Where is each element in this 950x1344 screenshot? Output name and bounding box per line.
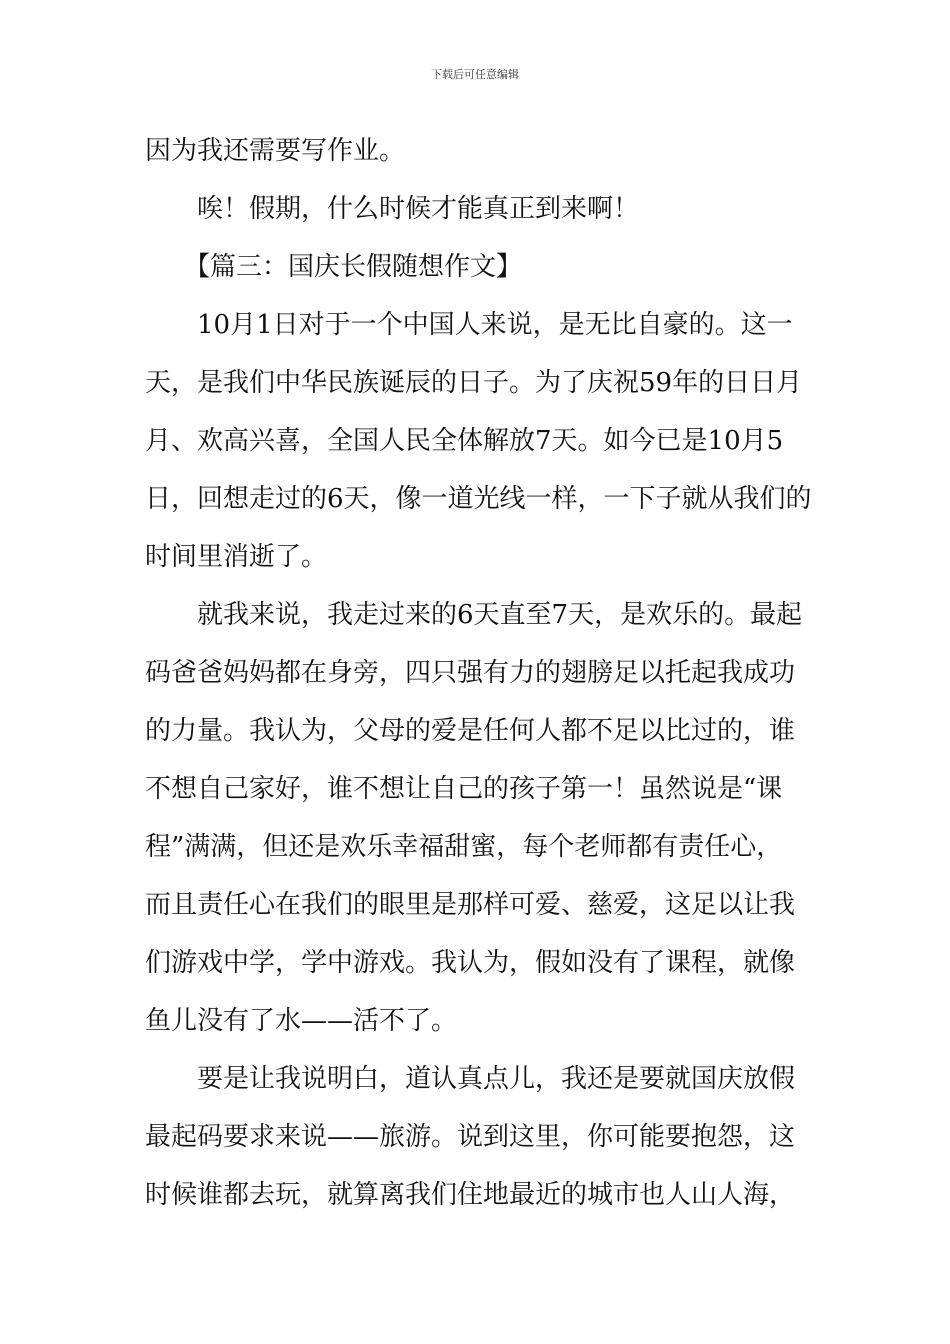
text-line: 【篇三：国庆长假随想作文】 (145, 252, 523, 282)
text-line: 要是让我说明白，道认真点儿，我还是要就国庆放假 (145, 1064, 796, 1094)
text-line: 日，回想走过的6天，像一道光线一样，一下子就从我们的 (145, 484, 812, 514)
text-line: 最起码要求来说——旅游。说到这里，你可能要抱怨，这 (145, 1122, 796, 1152)
text-line: 因为我还需要写作业。 (145, 136, 406, 166)
text-line: 时候谁都去玩，就算离我们住地最近的城市也人山人海， (145, 1180, 796, 1210)
text-line: 唉！假期，什么时候才能真正到来啊！ (145, 194, 640, 224)
text-line: 程”满满，但还是欢乐幸福甜蜜，每个老师都有责任心， (145, 832, 783, 862)
text-line: 月、欢高兴喜，全国人民全体解放7天。如今已是10月5 (145, 426, 784, 456)
text-line: 天，是我们中华民族诞辰的日子。为了庆祝59年的日日月 (145, 368, 803, 398)
text-line: 不想自己家好，谁不想让自己的孩子第一！虽然说是“课 (145, 774, 783, 804)
text-line: 10月1日对于一个中国人来说，是无比自豪的。这一 (145, 310, 793, 340)
text-line: 就我来说，我走过来的6天直至7天，是欢乐的。最起 (145, 600, 803, 630)
page-header: 下载后可任意编辑 (431, 68, 519, 81)
text-line: 时间里消逝了。 (145, 542, 328, 572)
text-line: 而且责任心在我们的眼里是那样可爱、慈爱，这足以让我 (145, 890, 796, 920)
text-line: 鱼儿没有了水——活不了。 (145, 1006, 458, 1036)
text-line: 的力量。我认为，父母的爱是任何人都不足以比过的，谁 (145, 716, 796, 746)
text-line: 码爸爸妈妈都在身旁，四只强有力的翅膀足以托起我成功 (145, 658, 796, 688)
text-line: 们游戏中学，学中游戏。我认为，假如没有了课程，就像 (145, 948, 796, 978)
